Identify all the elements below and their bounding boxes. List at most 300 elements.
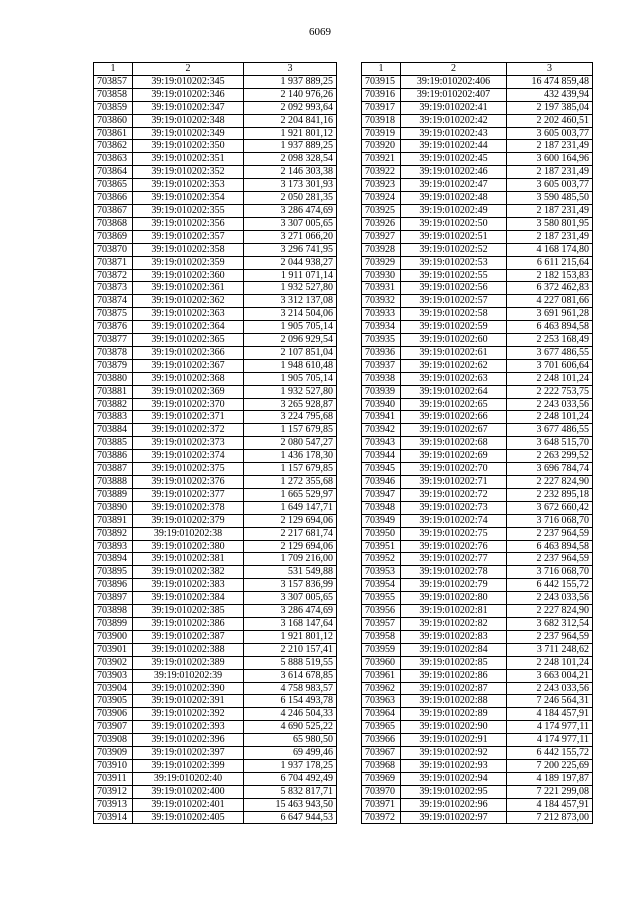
cadastral-number: 39:19:010202:354 [133, 192, 244, 205]
row-number: 703902 [94, 656, 133, 669]
table-row [362, 656, 593, 669]
cadastral-number: 39:19:010202:393 [133, 721, 244, 734]
row-number: 703944 [362, 450, 401, 463]
row-number: 703875 [94, 308, 133, 321]
table-row [362, 527, 593, 540]
row-number: 703900 [94, 630, 133, 643]
cadastral-value: 2 263 299,52 [507, 450, 593, 463]
row-number: 703919 [362, 127, 401, 140]
row-number: 703889 [94, 488, 133, 501]
column-header: 1 [362, 63, 401, 76]
row-number: 703946 [362, 476, 401, 489]
row-number: 703861 [94, 127, 133, 140]
row-number: 703912 [94, 785, 133, 798]
table-row [362, 476, 593, 489]
table-row [94, 617, 337, 630]
cadastral-number: 39:19:010202:370 [133, 398, 244, 411]
cadastral-value: 2 237 964,59 [507, 553, 593, 566]
table-row [362, 785, 593, 798]
row-number: 703959 [362, 643, 401, 656]
row-number: 703955 [362, 592, 401, 605]
cadastral-value: 2 140 976,26 [244, 88, 337, 101]
cadastral-value: 3 286 474,69 [244, 605, 337, 618]
cadastral-value: 531 549,88 [244, 566, 337, 579]
cadastral-number: 39:19:010202:46 [401, 166, 507, 179]
row-number: 703914 [94, 811, 133, 824]
cadastral-value: 2 092 993,64 [244, 101, 337, 114]
table-row [362, 127, 593, 140]
column-header: 2 [133, 63, 244, 76]
row-number: 703953 [362, 566, 401, 579]
cadastral-value: 2 129 694,06 [244, 514, 337, 527]
cadastral-number: 39:19:010202:65 [401, 398, 507, 411]
cadastral-value: 3 648 515,70 [507, 437, 593, 450]
table-row [362, 643, 593, 656]
cadastral-value: 3 286 474,69 [244, 204, 337, 217]
cadastral-number: 39:19:010202:399 [133, 759, 244, 772]
cadastral-value: 2 182 153,83 [507, 269, 593, 282]
table-row [94, 721, 337, 734]
table-row [362, 359, 593, 372]
row-number: 703876 [94, 321, 133, 334]
cadastral-number: 39:19:010202:357 [133, 230, 244, 243]
row-number: 703933 [362, 308, 401, 321]
table-row [362, 179, 593, 192]
row-number: 703899 [94, 617, 133, 630]
row-number: 703963 [362, 695, 401, 708]
table-row [362, 708, 593, 721]
cadastral-number: 39:19:010202:78 [401, 566, 507, 579]
row-number: 703967 [362, 747, 401, 760]
cadastral-value: 2 248 101,24 [507, 372, 593, 385]
cadastral-number: 39:19:010202:372 [133, 424, 244, 437]
row-number: 703958 [362, 630, 401, 643]
table-row [362, 437, 593, 450]
cadastral-number: 39:19:010202:62 [401, 359, 507, 372]
cadastral-value: 3 296 741,95 [244, 243, 337, 256]
table-row [94, 243, 337, 256]
cadastral-number: 39:19:010202:380 [133, 540, 244, 553]
cadastral-value: 1 937 889,25 [244, 140, 337, 153]
table-row [362, 463, 593, 476]
table-row [362, 114, 593, 127]
row-number: 703932 [362, 295, 401, 308]
cadastral-value: 1 911 071,14 [244, 269, 337, 282]
cadastral-value: 6 463 894,58 [507, 540, 593, 553]
table-row [94, 669, 337, 682]
cadastral-value: 1 921 801,12 [244, 127, 337, 140]
cadastral-number: 39:19:010202:72 [401, 488, 507, 501]
cadastral-value: 3 682 312,54 [507, 617, 593, 630]
row-number: 703883 [94, 411, 133, 424]
cadastral-value: 69 499,46 [244, 747, 337, 760]
row-number: 703910 [94, 759, 133, 772]
table-row [94, 88, 337, 101]
row-number: 703860 [94, 114, 133, 127]
table-row [362, 747, 593, 760]
cadastral-value: 3 696 784,74 [507, 463, 593, 476]
cadastral-value: 1 157 679,85 [244, 424, 337, 437]
table-row [94, 269, 337, 282]
row-number: 703926 [362, 217, 401, 230]
cadastral-value: 1 157 679,85 [244, 463, 337, 476]
row-number: 703952 [362, 553, 401, 566]
table-row [362, 605, 593, 618]
table-row [94, 334, 337, 347]
row-number: 703891 [94, 514, 133, 527]
cadastral-number: 39:19:010202:368 [133, 372, 244, 385]
row-number: 703879 [94, 359, 133, 372]
table-row [94, 682, 337, 695]
cadastral-value: 2 237 964,59 [507, 527, 593, 540]
cadastral-value: 1 932 527,80 [244, 385, 337, 398]
row-number: 703901 [94, 643, 133, 656]
row-number: 703920 [362, 140, 401, 153]
table-row [94, 114, 337, 127]
cadastral-value: 2 187 231,49 [507, 166, 593, 179]
cadastral-number: 39:19:010202:396 [133, 734, 244, 747]
cadastral-number: 39:19:010202:52 [401, 243, 507, 256]
cadastral-value: 6 611 215,64 [507, 256, 593, 269]
cadastral-number: 39:19:010202:371 [133, 411, 244, 424]
table-row [94, 514, 337, 527]
table-row [362, 153, 593, 166]
cadastral-number: 39:19:010202:388 [133, 643, 244, 656]
cadastral-value: 2 096 929,54 [244, 334, 337, 347]
table-row [94, 566, 337, 579]
table-row [362, 295, 593, 308]
cadastral-value: 2 202 460,51 [507, 114, 593, 127]
cadastral-value: 3 716 068,70 [507, 566, 593, 579]
cadastral-value: 3 605 003,77 [507, 127, 593, 140]
cadastral-number: 39:19:010202:362 [133, 295, 244, 308]
table-row [362, 372, 593, 385]
cadastral-number: 39:19:010202:64 [401, 385, 507, 398]
row-number: 703870 [94, 243, 133, 256]
cadastral-value: 3 173 301,93 [244, 179, 337, 192]
row-number: 703945 [362, 463, 401, 476]
cadastral-number: 39:19:010202:80 [401, 592, 507, 605]
table-row [94, 411, 337, 424]
row-number: 703895 [94, 566, 133, 579]
cadastral-value: 1 709 216,00 [244, 553, 337, 566]
column-header: 3 [244, 63, 337, 76]
cadastral-value: 3 716 068,70 [507, 514, 593, 527]
row-number: 703937 [362, 359, 401, 372]
row-number: 703950 [362, 527, 401, 540]
cadastral-value: 2 187 231,49 [507, 204, 593, 217]
cadastral-number: 39:19:010202:383 [133, 579, 244, 592]
row-number: 703869 [94, 230, 133, 243]
row-number: 703936 [362, 346, 401, 359]
table-row [362, 721, 593, 734]
cadastral-number: 39:19:010202:91 [401, 734, 507, 747]
cadastral-number: 39:19:010202:346 [133, 88, 244, 101]
table-row [362, 385, 593, 398]
cadastral-number: 39:19:010202:71 [401, 476, 507, 489]
row-number: 703969 [362, 772, 401, 785]
cadastral-value: 3 605 003,77 [507, 179, 593, 192]
cadastral-value: 2 204 841,16 [244, 114, 337, 127]
cadastral-value: 3 168 147,64 [244, 617, 337, 630]
table-row [94, 192, 337, 205]
cadastral-number: 39:19:010202:378 [133, 501, 244, 514]
cadastral-value: 3 307 005,65 [244, 217, 337, 230]
table-row [362, 514, 593, 527]
cadastral-number: 39:19:010202:385 [133, 605, 244, 618]
table-row [94, 101, 337, 114]
cadastral-value: 4 174 977,11 [507, 721, 593, 734]
cadastral-number: 39:19:010202:352 [133, 166, 244, 179]
table-row [94, 643, 337, 656]
cadastral-number: 39:19:010202:381 [133, 553, 244, 566]
cadastral-number: 39:19:010202:76 [401, 540, 507, 553]
table-row [362, 540, 593, 553]
table-row [94, 476, 337, 489]
cadastral-number: 39:19:010202:384 [133, 592, 244, 605]
cadastral-value: 6 647 944,53 [244, 811, 337, 824]
cadastral-value: 3 663 004,21 [507, 669, 593, 682]
cadastral-value: 7 246 564,31 [507, 695, 593, 708]
row-number: 703942 [362, 424, 401, 437]
cadastral-value: 3 214 504,06 [244, 308, 337, 321]
table-row [94, 75, 337, 88]
table-row [94, 811, 337, 824]
row-number: 703884 [94, 424, 133, 437]
table-row [94, 798, 337, 811]
row-number: 703881 [94, 385, 133, 398]
cadastral-value: 1 905 705,14 [244, 321, 337, 334]
cadastral-value: 4 174 977,11 [507, 734, 593, 747]
row-number: 703890 [94, 501, 133, 514]
cadastral-value: 1 905 705,14 [244, 372, 337, 385]
row-number: 703877 [94, 334, 133, 347]
cadastral-number: 39:19:010202:392 [133, 708, 244, 721]
cadastral-number: 39:19:010202:349 [133, 127, 244, 140]
cadastral-value: 3 307 005,65 [244, 592, 337, 605]
table-row [362, 140, 593, 153]
cadastral-number: 39:19:010202:55 [401, 269, 507, 282]
cadastral-value: 3 600 164,96 [507, 153, 593, 166]
cadastral-value: 2 248 101,24 [507, 656, 593, 669]
row-number: 703865 [94, 179, 133, 192]
row-number: 703908 [94, 734, 133, 747]
cadastral-number: 39:19:010202:382 [133, 566, 244, 579]
cadastral-value: 4 168 174,80 [507, 243, 593, 256]
cadastral-number: 39:19:010202:60 [401, 334, 507, 347]
cadastral-number: 39:19:010202:61 [401, 346, 507, 359]
cadastral-value: 2 146 303,38 [244, 166, 337, 179]
row-number: 703971 [362, 798, 401, 811]
table-row [94, 308, 337, 321]
cadastral-value: 6 154 493,78 [244, 695, 337, 708]
table-row [362, 321, 593, 334]
row-number: 703965 [362, 721, 401, 734]
table-row [94, 217, 337, 230]
cadastral-value: 2 217 681,74 [244, 527, 337, 540]
cadastral-number: 39:19:010202:47 [401, 179, 507, 192]
table-row [94, 153, 337, 166]
row-number: 703897 [94, 592, 133, 605]
cadastral-number: 39:19:010202:350 [133, 140, 244, 153]
table-row [94, 734, 337, 747]
cadastral-number: 39:19:010202:363 [133, 308, 244, 321]
cadastral-value: 3 614 678,85 [244, 669, 337, 682]
left-table [93, 62, 337, 824]
row-number: 703918 [362, 114, 401, 127]
table-row [362, 256, 593, 269]
row-number: 703859 [94, 101, 133, 114]
cadastral-number: 39:19:010202:88 [401, 695, 507, 708]
cadastral-value: 2 044 938,27 [244, 256, 337, 269]
table-row [94, 540, 337, 553]
cadastral-value: 2 232 895,18 [507, 488, 593, 501]
row-number: 703903 [94, 669, 133, 682]
row-number: 703949 [362, 514, 401, 527]
table-row [94, 695, 337, 708]
cadastral-number: 39:19:010202:401 [133, 798, 244, 811]
cadastral-number: 39:19:010202:73 [401, 501, 507, 514]
row-number: 703972 [362, 811, 401, 824]
cadastral-value: 2 243 033,56 [507, 398, 593, 411]
cadastral-number: 39:19:010202:390 [133, 682, 244, 695]
cadastral-value: 16 474 859,48 [507, 75, 593, 88]
row-number: 703866 [94, 192, 133, 205]
row-number: 703868 [94, 217, 133, 230]
cadastral-value: 3 677 486,55 [507, 424, 593, 437]
row-number: 703938 [362, 372, 401, 385]
cadastral-number: 39:19:010202:74 [401, 514, 507, 527]
table-header-row [362, 63, 593, 76]
table-row [362, 811, 593, 824]
table-row [94, 708, 337, 721]
cadastral-number: 39:19:010202:51 [401, 230, 507, 243]
cadastral-number: 39:19:010202:70 [401, 463, 507, 476]
cadastral-value: 3 711 248,62 [507, 643, 593, 656]
cadastral-number: 39:19:010202:351 [133, 153, 244, 166]
row-number: 703915 [362, 75, 401, 88]
row-number: 703871 [94, 256, 133, 269]
table-row [94, 282, 337, 295]
cadastral-value: 1 436 178,30 [244, 450, 337, 463]
table-header-row [94, 63, 337, 76]
table-row [94, 321, 337, 334]
cadastral-value: 2 197 385,04 [507, 101, 593, 114]
cadastral-value: 1 665 529,97 [244, 488, 337, 501]
cadastral-value: 2 253 168,49 [507, 334, 593, 347]
cadastral-number: 39:19:010202:53 [401, 256, 507, 269]
cadastral-value: 6 463 894,58 [507, 321, 593, 334]
row-number: 703864 [94, 166, 133, 179]
row-number: 703934 [362, 321, 401, 334]
cadastral-value: 2 187 231,49 [507, 230, 593, 243]
table-row [94, 359, 337, 372]
table-row [362, 204, 593, 217]
cadastral-number: 39:19:010202:66 [401, 411, 507, 424]
table-row [362, 334, 593, 347]
table-row [362, 592, 593, 605]
row-number: 703887 [94, 463, 133, 476]
cadastral-value: 2 050 281,35 [244, 192, 337, 205]
table-row [94, 579, 337, 592]
row-number: 703867 [94, 204, 133, 217]
row-number: 703957 [362, 617, 401, 630]
table-row [362, 282, 593, 295]
row-number: 703922 [362, 166, 401, 179]
row-number: 703893 [94, 540, 133, 553]
table-row [362, 398, 593, 411]
cadastral-value: 4 690 525,22 [244, 721, 337, 734]
table-row [362, 217, 593, 230]
cadastral-number: 39:19:010202:359 [133, 256, 244, 269]
cadastral-value: 6 704 492,49 [244, 772, 337, 785]
table-row [94, 450, 337, 463]
table-row [94, 553, 337, 566]
cadastral-number: 39:19:010202:376 [133, 476, 244, 489]
row-number: 703892 [94, 527, 133, 540]
table-row [94, 759, 337, 772]
cadastral-number: 39:19:010202:373 [133, 437, 244, 450]
table-row [94, 179, 337, 192]
table-row [94, 204, 337, 217]
table-row [94, 747, 337, 760]
cadastral-number: 39:19:010202:69 [401, 450, 507, 463]
cadastral-number: 39:19:010202:353 [133, 179, 244, 192]
cadastral-value: 3 677 486,55 [507, 346, 593, 359]
cadastral-number: 39:19:010202:83 [401, 630, 507, 643]
row-number: 703917 [362, 101, 401, 114]
cadastral-number: 39:19:010202:42 [401, 114, 507, 127]
table-row [94, 140, 337, 153]
cadastral-number: 39:19:010202:43 [401, 127, 507, 140]
cadastral-number: 39:19:010202:82 [401, 617, 507, 630]
right-table [361, 62, 593, 824]
table-row [94, 592, 337, 605]
cadastral-value: 3 691 961,28 [507, 308, 593, 321]
cadastral-number: 39:19:010202:45 [401, 153, 507, 166]
cadastral-number: 39:19:010202:49 [401, 204, 507, 217]
table-row [362, 579, 593, 592]
cadastral-value: 1 272 355,68 [244, 476, 337, 489]
cadastral-value: 2 248 101,24 [507, 411, 593, 424]
table-row [362, 798, 593, 811]
row-number: 703862 [94, 140, 133, 153]
table-row [362, 75, 593, 88]
row-number: 703954 [362, 579, 401, 592]
cadastral-value: 6 372 462,83 [507, 282, 593, 295]
cadastral-value: 4 246 504,33 [244, 708, 337, 721]
cadastral-value: 2 243 033,56 [507, 592, 593, 605]
column-header: 1 [94, 63, 133, 76]
table-row [94, 346, 337, 359]
cadastral-number: 39:19:010202:379 [133, 514, 244, 527]
cadastral-value: 2 227 824,90 [507, 605, 593, 618]
row-number: 703885 [94, 437, 133, 450]
row-number: 703961 [362, 669, 401, 682]
row-number: 703913 [94, 798, 133, 811]
table-row [362, 166, 593, 179]
table-row [362, 566, 593, 579]
table-row [94, 630, 337, 643]
row-number: 703888 [94, 476, 133, 489]
row-number: 703947 [362, 488, 401, 501]
cadastral-number: 39:19:010202:81 [401, 605, 507, 618]
cadastral-value: 3 224 795,68 [244, 411, 337, 424]
cadastral-value: 1 937 178,25 [244, 759, 337, 772]
table-row [362, 230, 593, 243]
cadastral-value: 4 189 197,87 [507, 772, 593, 785]
cadastral-value: 6 442 155,72 [507, 579, 593, 592]
